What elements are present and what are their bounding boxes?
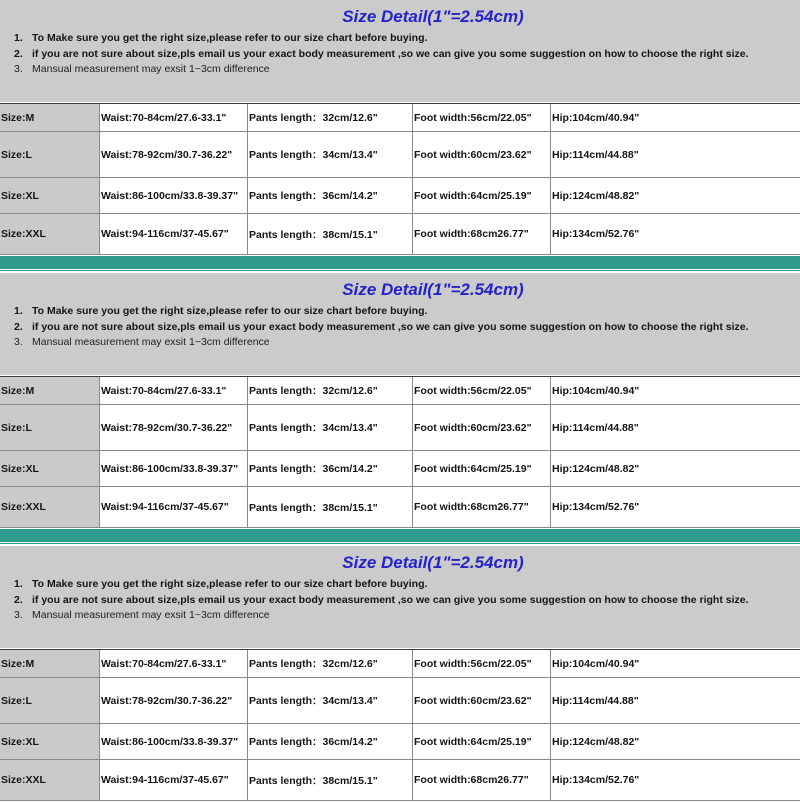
foot-width-cell: Foot width:64cm/25.19" <box>413 178 551 213</box>
size-detail-header <box>0 273 800 375</box>
size-note-text: if you are not sure about size,pls email us your exact body measurement ,so we can give you some suggestion on how to choose the right size. <box>32 593 749 606</box>
hip-cell: Hip:134cm/52.76" <box>552 228 640 240</box>
foot-width-cell: Foot width:68cm26.77" <box>413 214 551 254</box>
size-note-number: 3. <box>14 609 23 621</box>
waist-cell: Waist:78-92cm/30.7-36.22" <box>100 405 248 450</box>
hip-cell: Hip:134cm/52.76" <box>552 501 640 513</box>
size-note-number: 1. <box>14 305 23 317</box>
size-cell: Size:L <box>0 405 100 450</box>
foot-width-cell: Foot width:68cm26.77" <box>413 487 551 527</box>
foot-width-cell: Foot width:56cm/22.05" <box>413 650 551 677</box>
size-table <box>0 649 800 801</box>
size-cell: Size:XXL <box>0 760 100 800</box>
size-cell: Size:XXL <box>0 214 100 254</box>
size-cell: Size:M <box>0 650 100 677</box>
size-detail-block <box>0 273 800 529</box>
waist-cell: Waist:70-84cm/27.6-33.1" <box>100 104 248 131</box>
size-row <box>0 178 800 214</box>
size-note-number: 2. <box>14 47 23 60</box>
size-row <box>0 724 800 760</box>
waist-cell: Waist:70-84cm/27.6-33.1" <box>100 650 248 677</box>
hip-cell: Hip:104cm/40.94" <box>552 111 640 124</box>
hip-cell: Hip:124cm/48.82" <box>552 735 640 748</box>
pants-length-cell: Pants length：32cm/12.6" <box>248 377 413 404</box>
size-note-text: To Make sure you get the right size,please refer to our size chart before buying. <box>32 578 428 590</box>
size-detail-block <box>0 546 800 802</box>
size-detail-title: Size Detail(1"=2.54cm) <box>342 7 524 26</box>
foot-width-cell: Foot width:60cm/23.62" <box>413 132 551 177</box>
size-note-text: Mansual measurement may exsit 1~3cm difference <box>32 609 270 621</box>
size-note-number: 1. <box>14 578 23 590</box>
waist-cell: Waist:94-116cm/37-45.67" <box>100 214 248 254</box>
waist-cell: Waist:86-100cm/33.8-39.37" <box>100 451 248 486</box>
size-note-text: if you are not sure about size,pls email us your exact body measurement ,so we can give you some suggestion on how to choose the right size. <box>32 320 749 333</box>
size-cell: Size:XL <box>0 451 100 486</box>
size-detail-block <box>0 0 800 256</box>
size-cell: Size:L <box>0 132 100 177</box>
size-table <box>0 103 800 255</box>
hip-cell: Hip:114cm/44.88" <box>552 421 639 434</box>
size-row <box>0 650 800 678</box>
pants-length-cell: Pants length：38cm/15.1" <box>248 487 413 527</box>
size-cell: Size:M <box>0 377 100 404</box>
pants-length-cell: Pants length：38cm/15.1" <box>248 214 413 254</box>
pants-length-cell: Pants length：36cm/14.2" <box>248 451 413 486</box>
hip-cell: Hip:114cm/44.88" <box>552 148 639 161</box>
waist-cell: Waist:78-92cm/30.7-36.22" <box>100 678 248 723</box>
hip-cell: Hip:124cm/48.82" <box>552 462 640 475</box>
size-row <box>0 760 800 801</box>
size-detail-header <box>0 546 800 648</box>
size-row <box>0 487 800 528</box>
size-cell: Size:XXL <box>0 487 100 527</box>
teal-separator <box>0 529 800 542</box>
waist-cell: Waist:78-92cm/30.7-36.22" <box>100 132 248 177</box>
size-note-text: To Make sure you get the right size,please refer to our size chart before buying. <box>32 32 428 44</box>
size-row <box>0 678 800 724</box>
size-note-text: if you are not sure about size,pls email us your exact body measurement ,so we can give you some suggestion on how to choose the right size. <box>32 47 749 60</box>
size-note-text: To Make sure you get the right size,please refer to our size chart before buying. <box>32 305 428 317</box>
teal-separator-line <box>0 270 800 271</box>
hip-cell: Hip:104cm/40.94" <box>552 384 640 397</box>
size-row <box>0 104 800 132</box>
pants-length-cell: Pants length：34cm/13.4" <box>248 678 413 723</box>
teal-separator <box>0 256 800 269</box>
pants-length-cell: Pants length：36cm/14.2" <box>248 178 413 213</box>
size-row <box>0 132 800 178</box>
foot-width-cell: Foot width:56cm/22.05" <box>413 104 551 131</box>
foot-width-cell: Foot width:60cm/23.62" <box>413 678 551 723</box>
size-note-number: 2. <box>14 320 23 333</box>
hip-cell: Hip:104cm/40.94" <box>552 657 640 670</box>
size-cell: Size:M <box>0 104 100 131</box>
foot-width-cell: Foot width:64cm/25.19" <box>413 451 551 486</box>
waist-cell: Waist:86-100cm/33.8-39.37" <box>100 724 248 759</box>
teal-separator-line <box>0 543 800 544</box>
size-row <box>0 214 800 255</box>
pants-length-cell: Pants length：34cm/13.4" <box>248 405 413 450</box>
size-detail-header <box>0 0 800 102</box>
size-note-number: 3. <box>14 336 23 348</box>
hip-cell: Hip:124cm/48.82" <box>552 189 640 202</box>
foot-width-cell: Foot width:64cm/25.19" <box>413 724 551 759</box>
size-note-number: 3. <box>14 63 23 75</box>
size-detail-title: Size Detail(1"=2.54cm) <box>342 280 524 299</box>
hip-cell: Hip:134cm/52.76" <box>552 774 640 786</box>
waist-cell: Waist:94-116cm/37-45.67" <box>100 760 248 800</box>
foot-width-cell: Foot width:60cm/23.62" <box>413 405 551 450</box>
hip-cell: Hip:114cm/44.88" <box>552 694 639 707</box>
pants-length-cell: Pants length：38cm/15.1" <box>248 760 413 800</box>
size-cell: Size:L <box>0 678 100 723</box>
size-table <box>0 376 800 528</box>
pants-length-cell: Pants length：32cm/12.6" <box>248 104 413 131</box>
size-note-number: 2. <box>14 593 23 606</box>
pants-length-cell: Pants length：36cm/14.2" <box>248 724 413 759</box>
waist-cell: Waist:86-100cm/33.8-39.37" <box>100 178 248 213</box>
size-row <box>0 405 800 451</box>
size-row <box>0 377 800 405</box>
size-cell: Size:XL <box>0 724 100 759</box>
size-note-number: 1. <box>14 32 23 44</box>
size-row <box>0 451 800 487</box>
foot-width-cell: Foot width:68cm26.77" <box>413 760 551 800</box>
size-note-text: Mansual measurement may exsit 1~3cm difference <box>32 336 270 348</box>
size-cell: Size:XL <box>0 178 100 213</box>
pants-length-cell: Pants length：34cm/13.4" <box>248 132 413 177</box>
size-note-text: Mansual measurement may exsit 1~3cm difference <box>32 63 270 75</box>
pants-length-cell: Pants length：32cm/12.6" <box>248 650 413 677</box>
foot-width-cell: Foot width:56cm/22.05" <box>413 377 551 404</box>
size-detail-title: Size Detail(1"=2.54cm) <box>342 553 524 572</box>
waist-cell: Waist:70-84cm/27.6-33.1" <box>100 377 248 404</box>
waist-cell: Waist:94-116cm/37-45.67" <box>100 487 248 527</box>
